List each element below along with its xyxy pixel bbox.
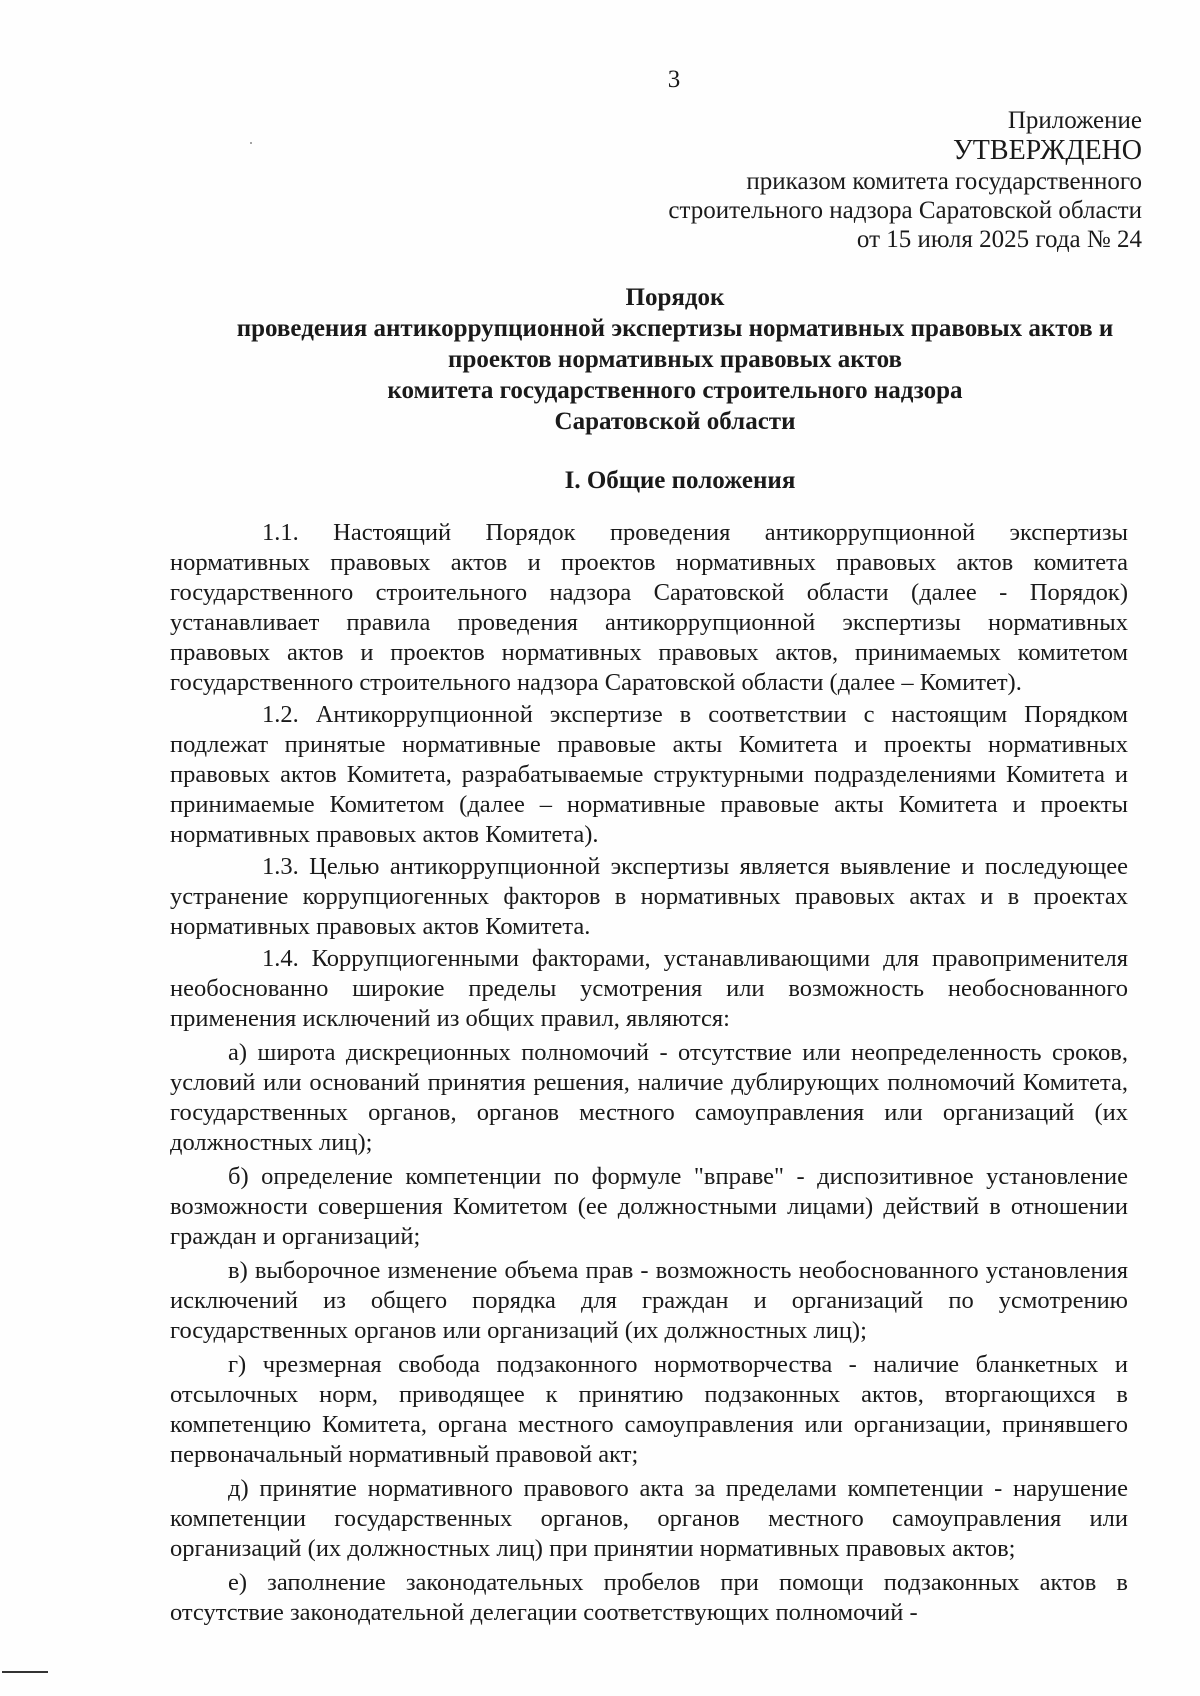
approval-order-line: приказом комитета государственного [746, 168, 1142, 195]
approval-stamp-block [522, 106, 1142, 254]
document-title [200, 282, 1150, 437]
document-title-line: Саратовской области [554, 408, 796, 435]
document-title-line: проведения антикоррупционной экспертизы нормативных правовых актов и [236, 315, 1114, 342]
approval-approved-label: УТВЕРЖДЕНО [952, 135, 1142, 166]
section-heading: I. Общие положения [564, 467, 796, 494]
document-title-line: комитета государственного строительного надзора [387, 377, 963, 404]
document-title-line: проектов нормативных правовых актов [448, 346, 902, 373]
scan-speck [250, 142, 252, 144]
document-body [170, 518, 1128, 1628]
page-number: 3 [667, 66, 681, 93]
list-item-b: б) определение компетенции по формуле "вправе" - диспозитивное установление возможности совершения Комитетом (ее должностными лицами) действий в отношении граждан и организаций; [170, 1163, 1128, 1250]
list-item-g: г) чрезмерная свобода подзаконного нормотворчества - наличие бланкетных и отсылочных норм, приводящее к принятию подзаконных актов, вторгающихся в компетенцию Комитета, органа местного самоуправления или организации, принявшего первоначальный нормативный правовой акт; [170, 1351, 1128, 1468]
list-item-e: е) заполнение законодательных пробелов при помощи подзаконных актов в отсутствие законодательной делегации соответствующих полномочий - [170, 1569, 1128, 1626]
list-item-a: а) широта дискреционных полномочий - отсутствие или неопределенность сроков, условий или оснований принятия решения, наличие дублирующих полномочий Комитета, государственных органов, органов местного самоуправления или организаций (их должностных лиц); [170, 1039, 1128, 1156]
paragraph-1-2: 1.2. Антикоррупционной экспертизе в соответствии с настоящим Порядком подлежат принятые нормативные правовые акты Комитета и проекты нормативных правовых актов Комитета, разрабатываемые структурными подразделениями Комитета и принимаемые Комитетом (далее – нормативные правовые акты Комитета и проекты нормативных правовых актов Комитета). [170, 701, 1128, 848]
list-item-v: в) выборочное изменение объема прав - возможность необоснованного установления исключений из общего порядка для граждан и организаций по усмотрению государственных органов или организаций (их должностных лиц); [170, 1257, 1128, 1344]
paragraph-1-1: 1.1. Настоящий Порядок проведения антикоррупционной экспертизы нормативных правовых актов и проектов нормативных правовых актов комитета государственного строительного надзора Саратовской области (далее - Порядок) устанавливает правила проведения антикоррупционной экспертизы нормативных правовых актов и проектов нормативных правовых актов, принимаемых комитетом государственного строительного надзора Саратовской области (далее – Комитет). [170, 519, 1128, 696]
document-title-line: Порядок [625, 284, 725, 311]
approval-date-line: от 15 июля 2025 года № 24 [856, 226, 1142, 253]
paragraph-1-4: 1.4. Коррупциогенными факторами, устанавливающими для правоприменителя необоснованно широкие пределы усмотрения или возможность необоснованного применения исключений из общих правил, являются: [170, 945, 1128, 1032]
paragraph-1-3: 1.3. Целью антикоррупционной экспертизы является выявление и последующее устранение коррупциогенных факторов в нормативных правовых актах и в проектах нормативных правовых актов Комитета. [170, 853, 1128, 940]
scan-edge-mark [2, 1671, 48, 1673]
approval-authority-line: строительного надзора Саратовской области [668, 197, 1142, 224]
approval-appendix-label: Приложение [1007, 107, 1142, 134]
list-item-d: д) принятие нормативного правового акта за пределами компетенции - нарушение компетенции государственных органов, органов местного самоуправления или организаций (их должностных лиц) при принятии нормативных правовых актов; [170, 1475, 1128, 1562]
